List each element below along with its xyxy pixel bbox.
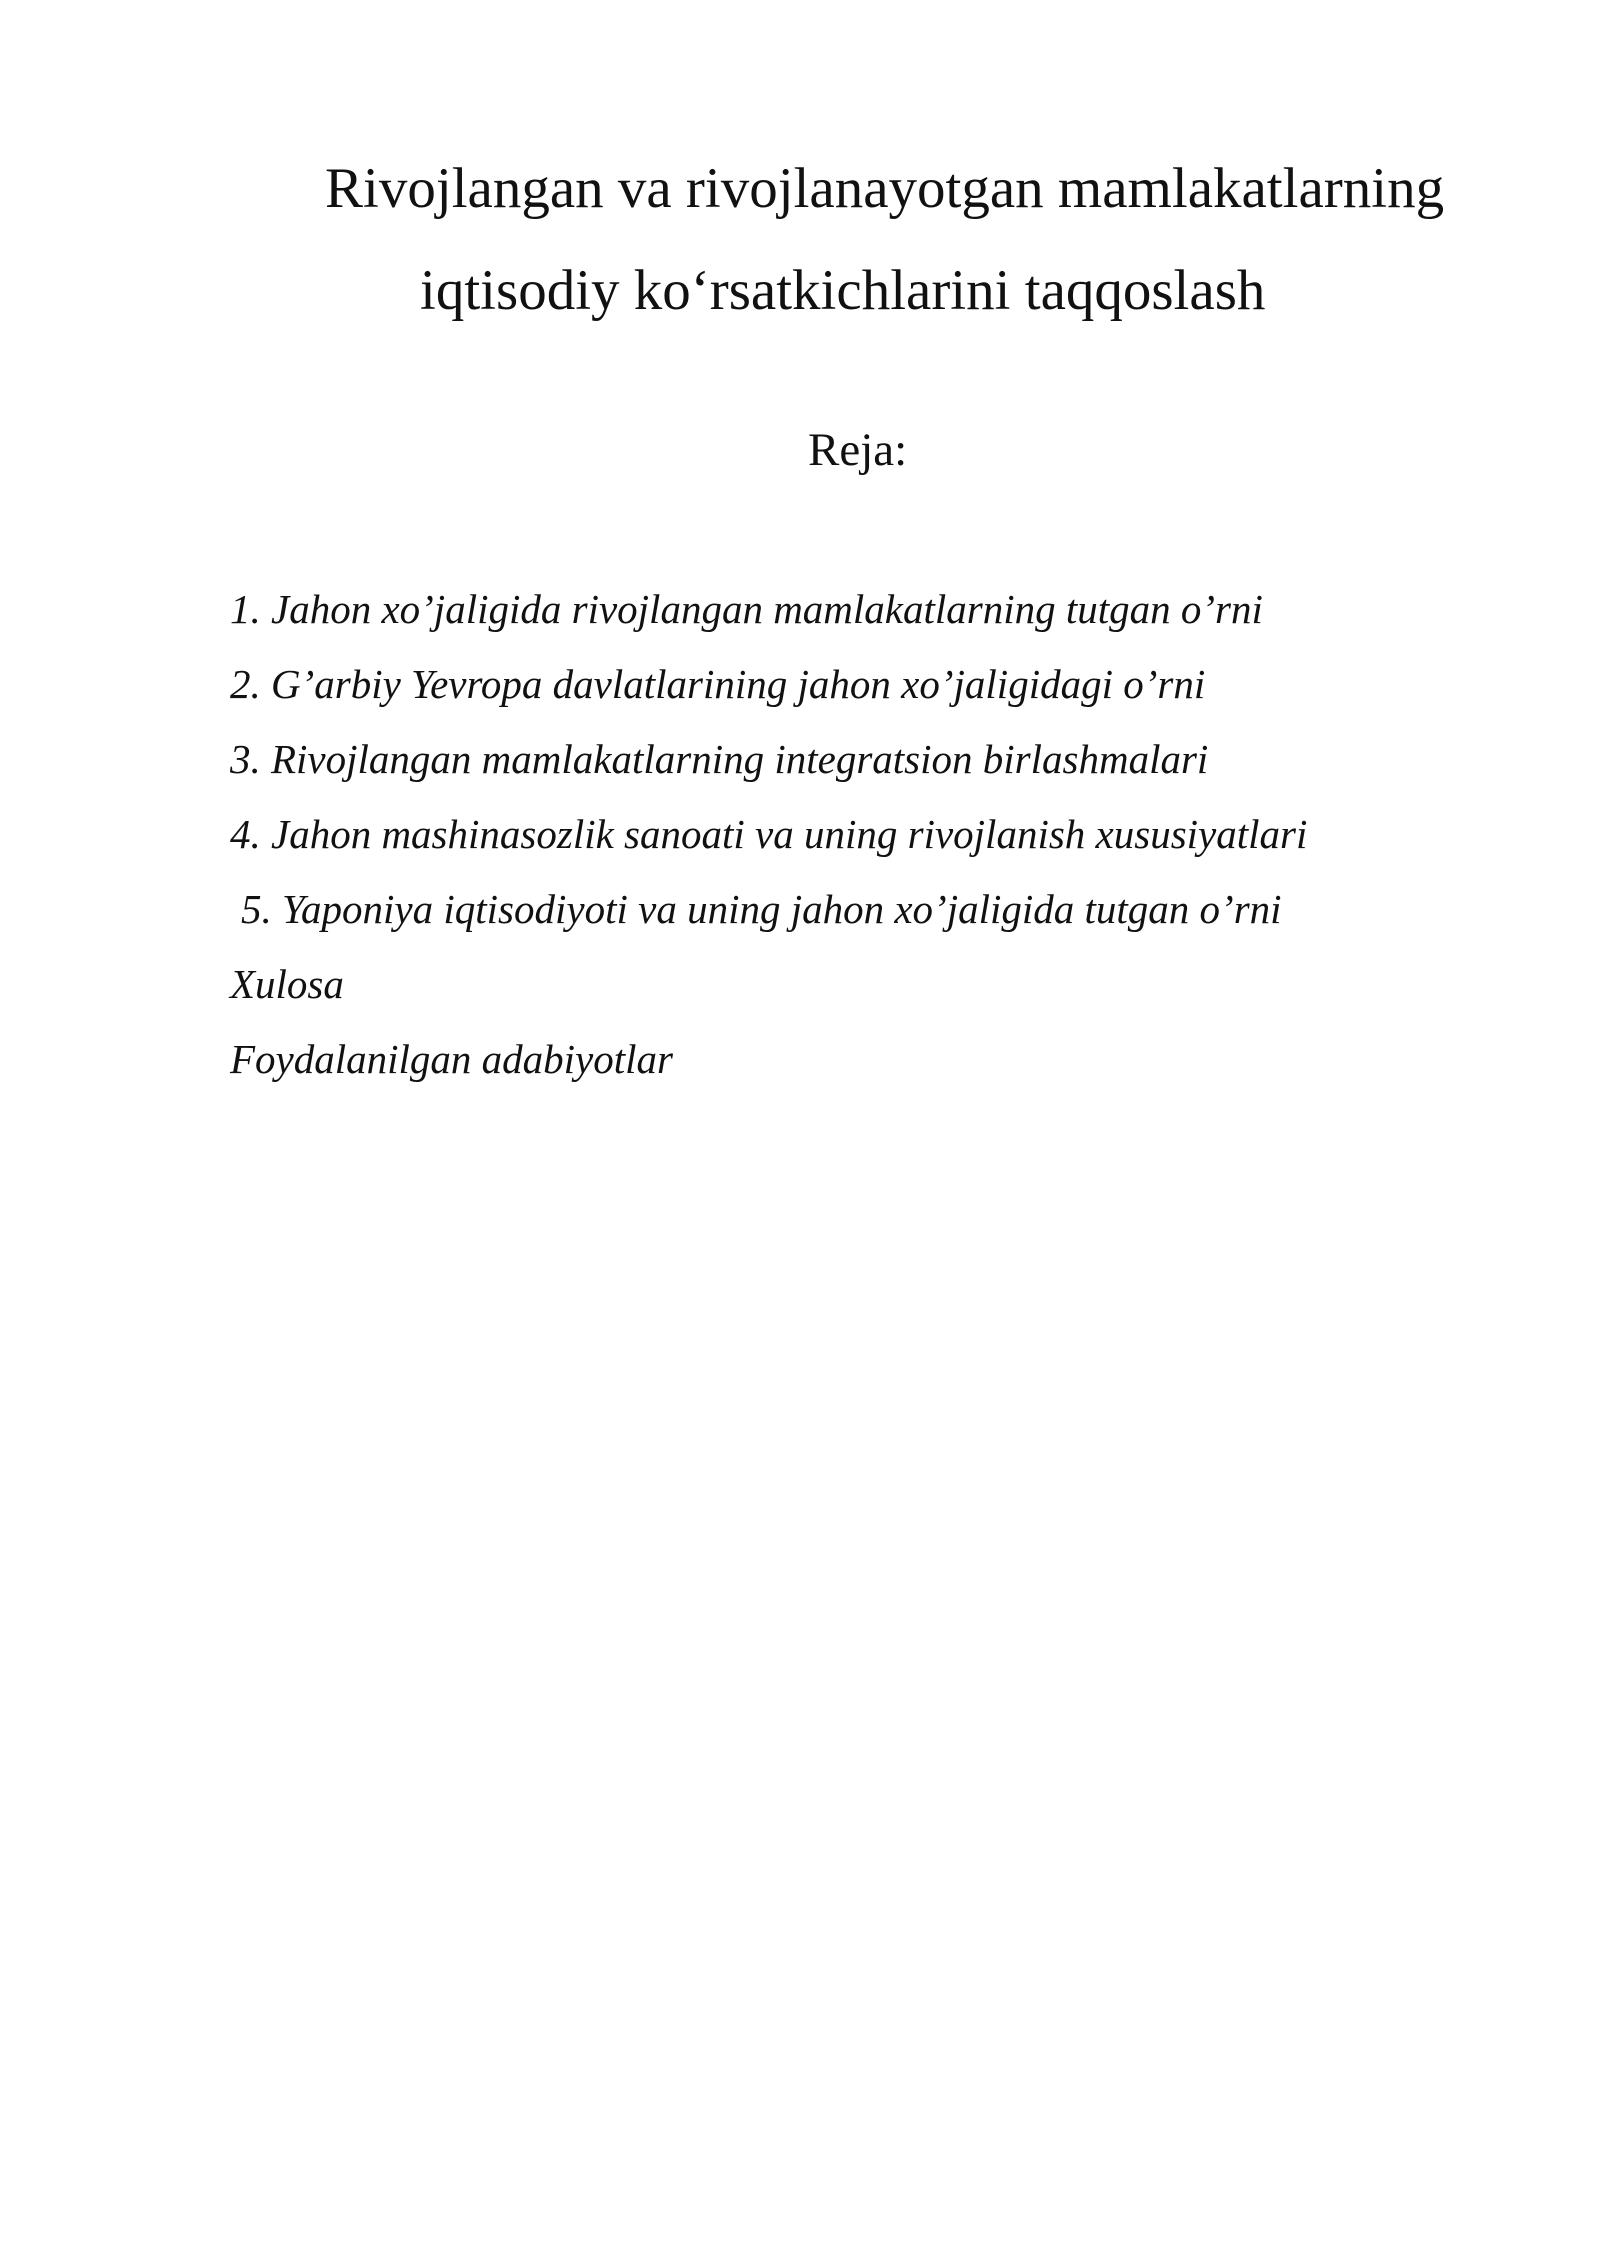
document-title-line-2: iqtisodiy ko‘rsatkichlarini taqqoslash — [420, 259, 1266, 322]
document-title-line-1: Rivojlangan va rivojlanayotgan mamlakatlarning — [325, 157, 1445, 220]
plan-item-conclusion: Xulosa — [230, 961, 344, 1007]
plan-item-1: 1. Jahon xo’jaligida rivojlangan mamlakatlarning tutgan o’rni — [230, 586, 1263, 632]
plan-item-2: 2. G’arbiy Yevropa davlatlarining jahon xo’jaligidagi o’rni — [230, 661, 1206, 707]
plan-item-3: 3. Rivojlangan mamlakatlarning integratsion birlashmalari — [230, 736, 1209, 782]
plan-heading: Reja: — [808, 424, 908, 476]
plan-item-4: 4. Jahon mashinasozlik sanoati va uning rivojlanish xususiyatlari — [230, 811, 1308, 857]
plan-item-references: Foydalanilgan adabiyotlar — [230, 1036, 673, 1082]
plan-list — [230, 572, 1307, 1097]
plan-item-5: 5. Yaponiya iqtisodiyoti va uning jahon xo’jaligida tutgan o’rni — [241, 886, 1282, 932]
